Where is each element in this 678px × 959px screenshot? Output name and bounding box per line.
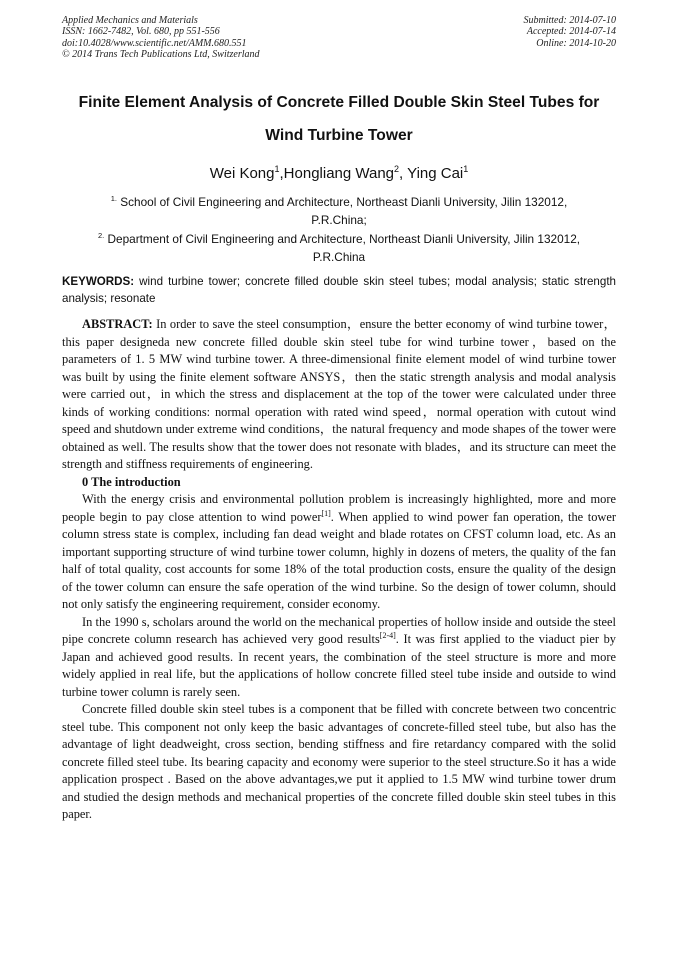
citation: [1]	[321, 508, 331, 518]
affiliation-country: P.R.China	[312, 249, 366, 264]
paragraph: Concrete filled double skin steel tubes is a component that be filled with concrete between two concentric steel tube. This component not only keep the basic advantages of concrete-filled steel tube, but also has the advantage of light deadweight, cross section, bending stiffness and fire retardancy compared with the solid concrete filled steel tube. Its bearing capacity and economy were superior to the steel structure.So it has a wide application prospect . Based on the above advantages,we put it applied to 1.5 MW wind turbine tower drum and studied the design methods and mechanical properties of the concrete filled double skin steel tubes in this paper.	[62, 702, 616, 821]
section-heading: 0 The introduction	[82, 474, 181, 489]
paragraph	[62, 491, 616, 614]
accepted-date: Accepted: 2014-07-14	[526, 26, 616, 38]
affiliation-1	[62, 194, 616, 229]
submitted-date: Submitted: 2014-07-10	[523, 15, 616, 26]
author-name: Hongliang Wang	[283, 165, 395, 182]
keywords-text: wind turbine tower; concrete filled double skin steel tubes; modal analysis; static strength analysis; resonate	[62, 275, 616, 305]
paragraph-text: In the 1990 s, scholars around the world on the mechanical properties of hollow inside and outside the steel pipe concrete column research has achieved very good results	[62, 614, 616, 646]
author-affiliation-mark: 1	[274, 164, 280, 174]
online-date: Online: 2014-10-20	[536, 37, 616, 49]
affiliation-mark: 2.	[97, 231, 105, 240]
author-affiliation-mark: 1	[463, 164, 469, 174]
affiliation-2	[62, 231, 616, 266]
paper-title	[40, 86, 638, 152]
author-separator: ,	[399, 165, 408, 182]
citation: [2-4]	[379, 631, 396, 640]
affiliation-mark: 1.	[110, 194, 117, 203]
abstract-text: In order to save the steel consumption，ensure the better economy of wind turbine tower，this paper designeda new concrete filled double skin steel tube for wind turbine tower，based on the parameters of 1. 5 MW wind turbine tower. A three-dimensional finite element model of wind turbine tower was built by using the finite element software ANSYS，then the static strength analysis and modal analysis were carried out，in which the stress and displacement at the top of the tower were calculated under three kinds of working conditions: normal operation with rated wind speed，normal operation with cutout wind speed and shutdown under extreme wind conditions，the natural frequency and mode shapes of the tower were obtained as well. The results show that the tower does not resonate with blades，and its structure can meet the strength and stiffness requirements of engineering.	[62, 317, 616, 471]
title-line-2: Wind Turbine Tower	[265, 127, 413, 144]
keywords-label: KEYWORDS:	[62, 275, 135, 288]
keywords	[62, 273, 616, 307]
issn-volume-pages: ISSN: 1662-7482, Vol. 680, pp 551-556	[62, 26, 220, 38]
copyright: © 2014 Trans Tech Publications Ltd, Switzerland	[62, 49, 260, 61]
paragraph-text: With the energy crisis and environmental pollution problem is increasingly highlighted, more and more people begin to pay close attention to wind power	[62, 492, 616, 524]
body-text	[62, 316, 616, 824]
journal-name: Applied Mechanics and Materials	[62, 15, 198, 26]
abstract	[62, 316, 616, 474]
author-name: Wei Kong	[209, 165, 275, 182]
author-list	[40, 164, 638, 184]
paragraph	[62, 614, 616, 702]
doi: doi:10.4028/www.scientific.net/AMM.680.551	[62, 37, 247, 49]
paragraph-text: . When applied to wind power fan operation, the tower column stress state is complex, including fan dead weight and blade rotates on CFST column load, etc. As an important supporting structure of wind turbine tower column, highly in dozens of meters, the quality of the fan half of total quality, cost accounts for some 18% of the total production costs, ensure the quality of the design of the tower column can ensure the safe operation of the wind turbine. So the design of tower column, should not only satisfy the engineering requirement, consider economy.	[62, 509, 616, 611]
submission-dates	[524, 15, 617, 49]
affiliation-text: Department of Civil Engineering and Architecture, Northeast Dianli University, Jilin 132012,	[104, 232, 581, 246]
affiliation-country: P.R.China;	[311, 212, 367, 227]
paragraph-text: . It was first applied to the viaduct pier by Japan and achieved good results. In recent years, the combination of the steel structure is more and more widely applied in real life, but the applications of hollow concrete filled steel tube inside and outside to wind turbine tower column is rarely seen.	[62, 632, 616, 699]
abstract-label: ABSTRACT:	[82, 317, 153, 331]
author-separator: ,	[279, 165, 284, 182]
author-name: Ying Cai	[407, 165, 464, 182]
title-line-1: Finite Element Analysis of Concrete Filled Double Skin Steel Tubes for	[78, 94, 600, 111]
journal-info	[62, 15, 260, 61]
affiliation-text: School of Civil Engineering and Architecture, Northeast Dianli University, Jilin 132012,	[117, 195, 568, 209]
author-affiliation-mark: 2	[394, 164, 400, 174]
